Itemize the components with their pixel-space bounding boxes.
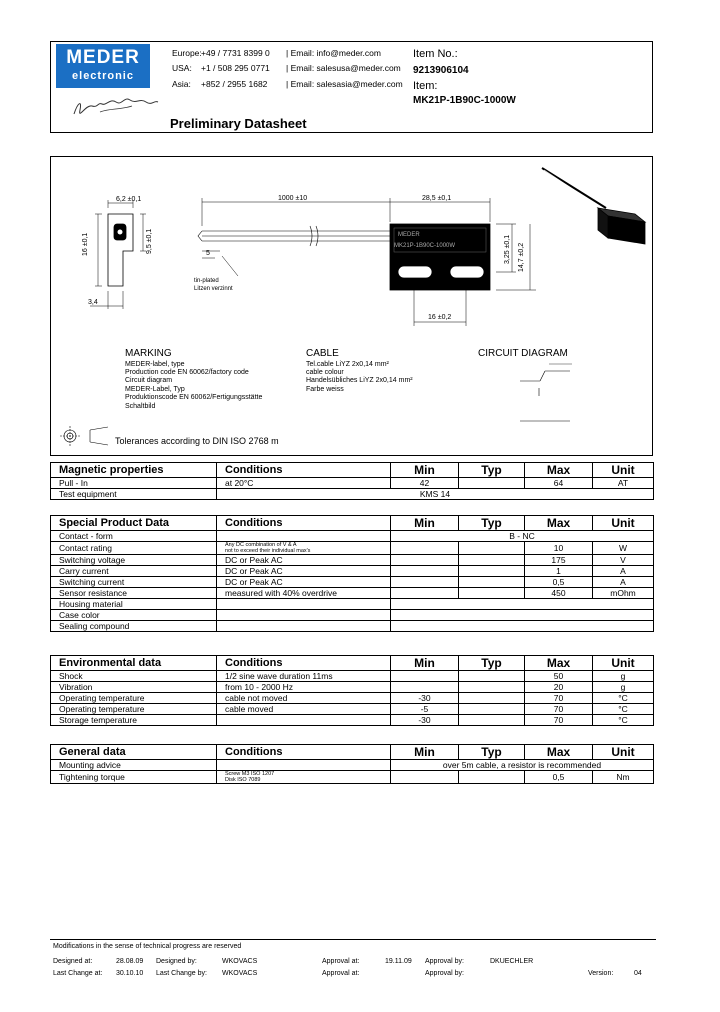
marking-line-5: Schaltbild xyxy=(125,403,156,410)
header-min: Min xyxy=(391,516,459,531)
row-min: 42 xyxy=(391,478,459,489)
dim-body: 28,5 ±0,1 xyxy=(422,195,452,202)
table-row xyxy=(51,610,654,621)
header-name: Environmental data xyxy=(51,656,217,671)
row-name: Shock xyxy=(51,671,217,682)
header-conditions: Conditions xyxy=(217,656,391,671)
row-cond: DC or Peak AC xyxy=(217,555,391,566)
header-unit: Unit xyxy=(593,656,654,671)
special-product-table xyxy=(50,515,654,632)
last-change-at: 30.10.10 xyxy=(116,970,144,977)
row-max: 70 xyxy=(525,715,593,726)
row-cond xyxy=(217,599,391,610)
row-name: Operating temperature xyxy=(51,693,217,704)
dim-strip: 5 xyxy=(206,250,210,257)
contact-email-1[interactable]: | Email: salesusa@meder.com xyxy=(286,63,401,73)
approval-at-label: Approval at: xyxy=(322,958,360,965)
row-name: Switching current xyxy=(51,577,217,588)
table-header xyxy=(51,745,654,760)
row-cond: from 10 - 2000 Hz xyxy=(217,682,391,693)
table-row xyxy=(51,599,654,610)
row-min xyxy=(391,771,459,784)
header-min: Min xyxy=(391,656,459,671)
row-name: Switching voltage xyxy=(51,555,217,566)
dim-side1: 3,25 ±0,1 xyxy=(504,234,511,264)
header-unit: Unit xyxy=(593,516,654,531)
row-unit: g xyxy=(593,671,654,682)
row-typ xyxy=(459,566,525,577)
row-unit: A xyxy=(593,577,654,588)
header-typ: Typ xyxy=(459,745,525,760)
footer-rule xyxy=(50,939,656,940)
table-header xyxy=(51,463,654,478)
marking-line-3: MEDER-Label, Typ xyxy=(125,386,185,393)
dim-width: 6,2 ±0,1 xyxy=(116,196,142,203)
row-min: -30 xyxy=(391,715,459,726)
designed-by: WKOVACS xyxy=(222,958,258,965)
last-change-by-label: Last Change by: xyxy=(156,970,207,977)
item-value: MK21P-1B90C-1000W xyxy=(413,95,516,106)
header-min: Min xyxy=(391,463,459,478)
row-max: 20 xyxy=(525,682,593,693)
row-name: Case color xyxy=(51,610,217,621)
cable-line-2: Handelsübliches LiYZ 2x0,14 mm² xyxy=(306,377,413,384)
row-name: Pull - In xyxy=(51,478,217,489)
marking-title: MARKING xyxy=(125,348,172,359)
row-typ xyxy=(459,671,525,682)
row-max: 0,5 xyxy=(525,771,593,784)
row-min xyxy=(391,555,459,566)
row-cond: at 20°C xyxy=(217,478,391,489)
row-name: Vibration xyxy=(51,682,217,693)
header-conditions: Conditions xyxy=(217,463,391,478)
header-name: Special Product Data xyxy=(51,516,217,531)
row-min xyxy=(391,577,459,588)
dim-side2: 14,7 ±0,2 xyxy=(518,242,525,272)
contact-region-1: USA: xyxy=(172,63,192,73)
row-name: Storage temperature xyxy=(51,715,217,726)
header-min: Min xyxy=(391,745,459,760)
row-name: Tightening torque xyxy=(51,771,217,784)
row-name: Mounting advice xyxy=(51,760,217,771)
row-min xyxy=(391,671,459,682)
table-row xyxy=(51,577,654,588)
version-label: Version: xyxy=(588,970,614,977)
row-span xyxy=(391,621,654,632)
row-name: Housing material xyxy=(51,599,217,610)
header-typ: Typ xyxy=(459,463,525,478)
header-conditions: Conditions xyxy=(217,745,391,760)
header-name: General data xyxy=(51,745,217,760)
last-approval-at-label: Approval at: xyxy=(322,970,360,977)
row-span: KMS 14 xyxy=(217,489,654,500)
row-cond xyxy=(217,610,391,621)
magnetic-properties-table xyxy=(50,462,654,500)
header-conditions: Conditions xyxy=(217,516,391,531)
row-span: over 5m cable, a resistor is recommended xyxy=(391,760,654,771)
circuit-title: CIRCUIT DIAGRAM xyxy=(478,348,568,359)
marking-line-4: Produktionscode EN 60062/Fertigungsstätte xyxy=(125,394,263,401)
approval-by: DKUECHLER xyxy=(490,958,534,965)
row-typ xyxy=(459,577,525,588)
table-row xyxy=(51,588,654,599)
header-max: Max xyxy=(525,656,593,671)
row-name: Sensor resistance xyxy=(51,588,217,599)
header-name: Magnetic properties xyxy=(51,463,217,478)
row-typ xyxy=(459,704,525,715)
row-cond xyxy=(217,531,391,542)
last-change-by: WKOVACS xyxy=(222,970,258,977)
row-max: 175 xyxy=(525,555,593,566)
row-min xyxy=(391,566,459,577)
dim-holes: 16 ±0,2 xyxy=(428,314,452,321)
header-max: Max xyxy=(525,516,593,531)
header-unit: Unit xyxy=(593,463,654,478)
slogan-signature xyxy=(70,92,160,125)
row-max: 70 xyxy=(525,693,593,704)
page-title: Preliminary Datasheet xyxy=(170,116,307,131)
header-max: Max xyxy=(525,463,593,478)
row-cond xyxy=(217,621,391,632)
row-cond: measured with 40% overdrive xyxy=(217,588,391,599)
table-row xyxy=(51,715,654,726)
tinned-2: Litzen verzinnt xyxy=(194,286,233,292)
dim-cable: 1000 ±10 xyxy=(278,195,308,202)
row-unit: V xyxy=(593,555,654,566)
approval-by-label: Approval by: xyxy=(425,958,464,965)
row-cond: cable moved xyxy=(217,704,391,715)
row-unit: W xyxy=(593,542,654,555)
contact-phone-0: +49 / 7731 8399 0 xyxy=(201,48,270,58)
dim-height: 16 ±0,1 xyxy=(82,232,89,256)
row-unit: AT xyxy=(593,478,654,489)
header-max: Max xyxy=(525,745,593,760)
contact-region-2: Asia: xyxy=(172,79,191,89)
row-typ xyxy=(459,555,525,566)
tolerance-note: Tolerances according to DIN ISO 2768 m xyxy=(115,436,279,446)
row-name: Test equipment xyxy=(51,489,217,500)
designed-at-label: Designed at: xyxy=(53,958,93,965)
marking-line-0: MEDER-label, type xyxy=(125,361,185,368)
marking-line-1: Production code EN 60062/factory code xyxy=(125,369,249,376)
table-row xyxy=(51,555,654,566)
last-change-at-label: Last Change at: xyxy=(53,970,103,977)
row-unit: °C xyxy=(593,693,654,704)
table-row xyxy=(51,531,654,542)
header-typ: Typ xyxy=(459,656,525,671)
row-cond: Screw M3 ISO 1207 Disk ISO 7089 xyxy=(217,771,391,784)
row-name: Operating temperature xyxy=(51,704,217,715)
general-data-table xyxy=(50,744,654,784)
table-row xyxy=(51,621,654,632)
row-typ xyxy=(459,771,525,784)
row-unit: °C xyxy=(593,715,654,726)
environmental-table xyxy=(50,655,654,726)
contact-region-0: Europe: xyxy=(172,48,202,58)
row-cond: DC or Peak AC xyxy=(217,577,391,588)
table-row xyxy=(51,760,654,771)
cable-line-1: cable colour xyxy=(306,369,344,376)
row-max: 1 xyxy=(525,566,593,577)
row-cond xyxy=(217,715,391,726)
contact-email-2[interactable]: | Email: salesasia@meder.com xyxy=(286,79,403,89)
header-unit: Unit xyxy=(593,745,654,760)
header-divider xyxy=(168,132,653,133)
dim-base: 3,4 xyxy=(88,299,98,306)
row-name: Contact rating xyxy=(51,542,217,555)
item-no-label: Item No.: xyxy=(413,48,458,60)
meder-logo: MEDER electronic xyxy=(56,44,150,88)
table-row xyxy=(51,542,654,555)
row-cond: 1/2 sine wave duration 11ms xyxy=(217,671,391,682)
header-typ: Typ xyxy=(459,516,525,531)
designed-by-label: Designed by: xyxy=(156,958,197,965)
table-row xyxy=(51,489,654,500)
dim-height2: 9,5 ±0,1 xyxy=(146,228,153,254)
table-header xyxy=(51,516,654,531)
row-cond: DC or Peak AC xyxy=(217,566,391,577)
row-cond: cable not moved xyxy=(217,693,391,704)
row-max: 10 xyxy=(525,542,593,555)
row-max: 0,5 xyxy=(525,577,593,588)
last-approval-by-label: Approval by: xyxy=(425,970,464,977)
row-min xyxy=(391,542,459,555)
table-row xyxy=(51,704,654,715)
row-cond: Any DC combination of V & A not to exceed their individual max's xyxy=(217,542,391,555)
row-name: Sealing compound xyxy=(51,621,217,632)
row-max: 450 xyxy=(525,588,593,599)
version: 04 xyxy=(634,970,642,977)
cable-line-3: Farbe weiss xyxy=(306,386,344,393)
body-label-2: MK21P-1B90C-1000W xyxy=(394,243,456,249)
designed-at: 28.08.09 xyxy=(116,958,144,965)
row-name: Contact - form xyxy=(51,531,217,542)
row-min xyxy=(391,682,459,693)
footer-note: Modifications in the sense of technical progress are reserved xyxy=(53,943,242,950)
row-typ xyxy=(459,588,525,599)
table-row xyxy=(51,566,654,577)
row-unit: Nm xyxy=(593,771,654,784)
row-cond xyxy=(217,760,391,771)
row-unit: A xyxy=(593,566,654,577)
row-unit: g xyxy=(593,682,654,693)
row-min xyxy=(391,588,459,599)
row-min: -30 xyxy=(391,693,459,704)
row-span: B - NC xyxy=(391,531,654,542)
table-header xyxy=(51,656,654,671)
approval-at: 19.11.09 xyxy=(385,958,412,965)
table-row xyxy=(51,771,654,784)
row-typ xyxy=(459,693,525,704)
table-row xyxy=(51,671,654,682)
row-typ xyxy=(459,715,525,726)
body-label-1: MEDER xyxy=(398,232,420,238)
row-typ xyxy=(459,542,525,555)
item-no-value: 9213906104 xyxy=(413,65,469,76)
table-row xyxy=(51,693,654,704)
cable-title: CABLE xyxy=(306,348,339,359)
row-max: 50 xyxy=(525,671,593,682)
row-max: 64 xyxy=(525,478,593,489)
row-max: 70 xyxy=(525,704,593,715)
row-unit: °C xyxy=(593,704,654,715)
cable-line-0: Tel.cable LiYZ 2x0,14 mm² xyxy=(306,361,389,368)
contact-phone-2: +852 / 2955 1682 xyxy=(201,79,268,89)
row-span xyxy=(391,610,654,621)
tinned-1: tin-plated xyxy=(194,278,219,284)
contact-phone-1: +1 / 508 295 0771 xyxy=(201,63,270,73)
marking-line-2: Circuit diagram xyxy=(125,377,173,384)
table-row xyxy=(51,682,654,693)
row-span xyxy=(391,599,654,610)
row-typ xyxy=(459,478,525,489)
contact-email-0[interactable]: | Email: info@meder.com xyxy=(286,48,381,58)
row-typ xyxy=(459,682,525,693)
row-name: Carry current xyxy=(51,566,217,577)
row-unit: mOhm xyxy=(593,588,654,599)
item-label: Item: xyxy=(413,80,438,92)
table-row xyxy=(51,478,654,489)
row-min: -5 xyxy=(391,704,459,715)
